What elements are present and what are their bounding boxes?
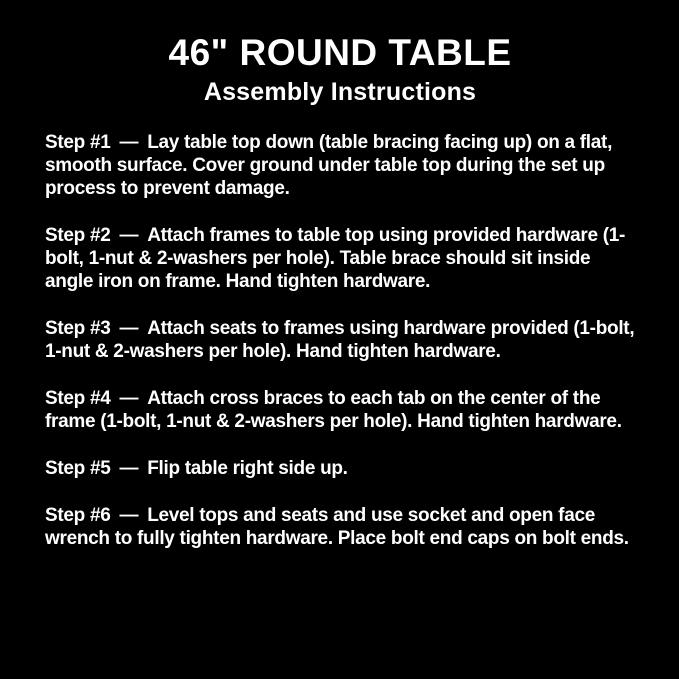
step-item-4 bbox=[45, 387, 635, 433]
em-dash: — bbox=[119, 132, 139, 154]
page-title: 46" ROUND TABLE bbox=[168, 32, 512, 73]
step-label: Step #3 bbox=[45, 318, 111, 340]
step-label: Step #1 bbox=[45, 132, 111, 154]
em-dash: — bbox=[119, 225, 139, 247]
step-text: Level tops and seats and use socket and open face wrench to fully tighten hardware. Place bolt end caps on bolt ends. bbox=[45, 505, 629, 550]
step-text: Attach frames to table top using provided hardware (1-bolt, 1-nut & 2-washers per hole). Table brace should sit inside angle iron on frame. Hand tighten hardware. bbox=[45, 225, 626, 293]
em-dash: — bbox=[119, 505, 139, 527]
step-item-2 bbox=[45, 224, 635, 293]
em-dash: — bbox=[119, 458, 139, 480]
page-subtitle: Assembly Instructions bbox=[203, 77, 477, 106]
step-text: Attach seats to frames using hardware provided (1-bolt, 1-nut & 2-washers per hole). Hand tighten hardware. bbox=[45, 318, 635, 363]
step-item-3 bbox=[45, 317, 635, 363]
step-label: Step #2 bbox=[45, 225, 111, 247]
step-item-6 bbox=[45, 504, 635, 550]
em-dash: — bbox=[119, 318, 139, 340]
em-dash: — bbox=[119, 388, 139, 410]
step-item-1 bbox=[45, 131, 635, 200]
step-label: Step #5 bbox=[45, 458, 111, 480]
steps-list bbox=[45, 131, 635, 550]
step-label: Step #6 bbox=[45, 505, 111, 527]
step-label: Step #4 bbox=[45, 388, 111, 410]
step-text: Attach cross braces to each tab on the center of the frame (1-bolt, 1-nut & 2-washers per hole). Hand tighten hardware. bbox=[45, 388, 622, 433]
step-text: Flip table right side up. bbox=[147, 458, 348, 480]
step-text: Lay table top down (table bracing facing up) on a flat, smooth surface. Cover ground under table top during the set up process to prevent damage. bbox=[45, 132, 613, 200]
step-item-5 bbox=[45, 457, 635, 480]
